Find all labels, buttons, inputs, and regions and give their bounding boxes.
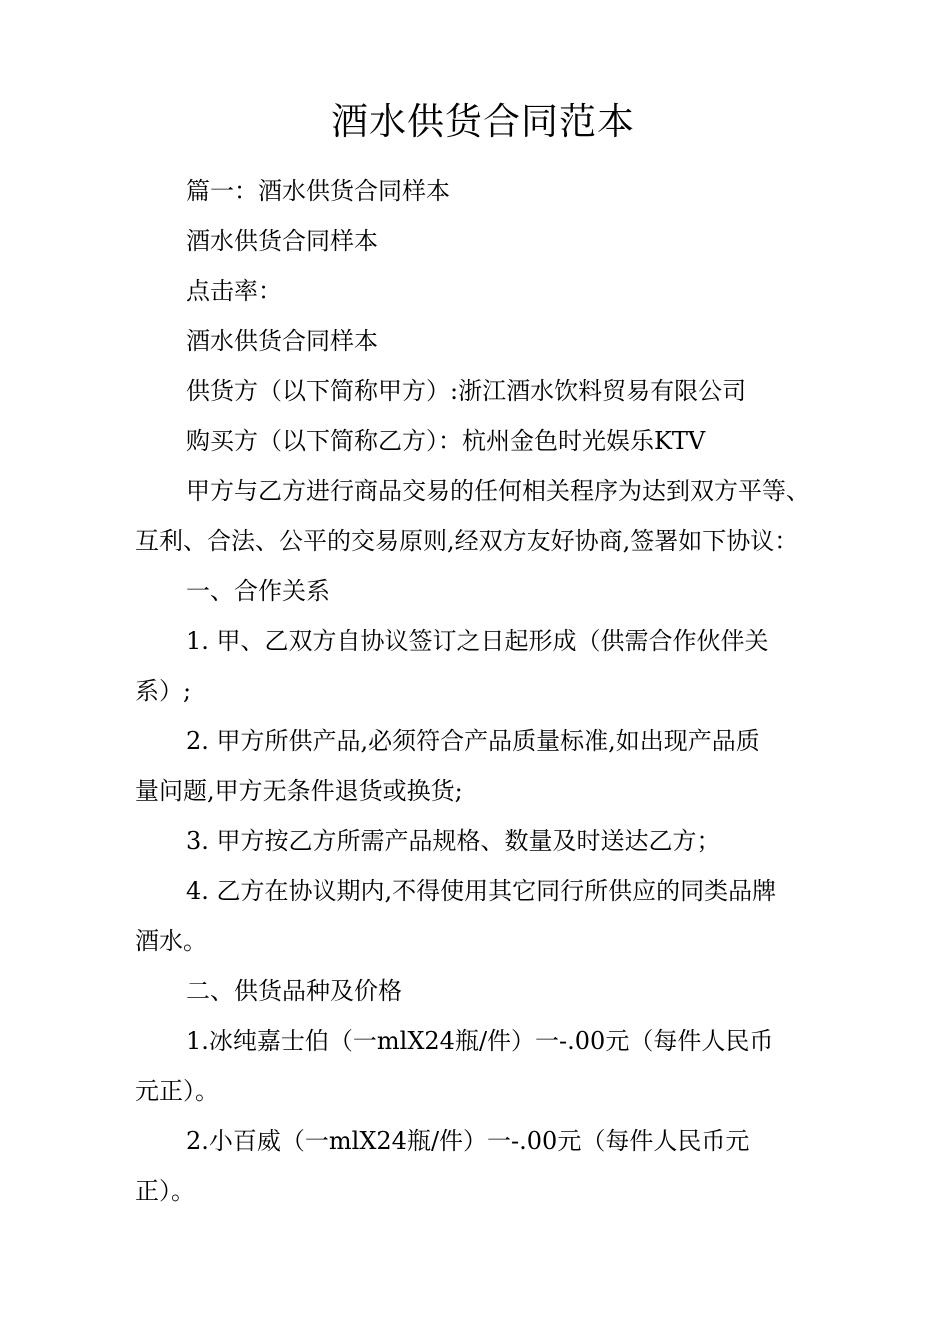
buyer-line: 购买方（以下简称乙方）：杭州金色时光娱乐KTV (186, 427, 706, 455)
section-2-item-1-line-1: 1.冰纯嘉士伯（一mlX24瓶/件）一-.00元（每件人民币 (186, 1027, 774, 1055)
section-1-item-4-line-1: 4. 乙方在协议期内,不得使用其它同行所供应的同类品牌 (186, 877, 777, 905)
section-1-heading: 一、合作关系 (186, 577, 330, 605)
section-2-item-1-line-2: 元正）。 (135, 1077, 219, 1105)
section-2-item-2-line-2: 正）。 (135, 1177, 195, 1205)
section-2-heading: 二、供货品种及价格 (186, 977, 402, 1005)
section-2-item-2 (135, 1116, 850, 1216)
document-title: 酒水供货合同范本 (331, 100, 635, 143)
section-1-item-1-line-1: 1. 甲、乙双方自协议签订之日起形成（供需合作伙伴关 (186, 627, 769, 655)
section-1-item-1 (135, 616, 850, 716)
section-2-item-1 (135, 1016, 850, 1116)
section-2-item-2-line-1: 2.小百威（一mlX24瓶/件）一-.00元（每件人民币元 (186, 1127, 750, 1155)
section-1-item-3: 3. 甲方按乙方所需产品规格、数量及时送达乙方； (186, 827, 721, 855)
contract-name-repeat: 酒水供货合同样本 (186, 327, 378, 355)
section-1-item-4-line-2: 酒水。 (135, 927, 207, 955)
chapter-heading: 篇一：酒水供货合同样本 (186, 177, 450, 205)
intro-line-1: 甲方与乙方进行商品交易的任何相关程序为达到双方平等、 (186, 477, 810, 505)
supplier-line: 供货方（以下简称甲方）:浙江酒水饮料贸易有限公司 (186, 377, 747, 405)
contract-name: 酒水供货合同样本 (186, 227, 378, 255)
document-body (135, 166, 850, 1216)
section-1-item-2-line-1: 2. 甲方所供产品,必须符合产品质量标准,如出现产品质 (186, 727, 760, 755)
section-1-item-4 (135, 866, 850, 966)
click-rate-label: 点击率： (186, 277, 282, 305)
intro-paragraph (135, 466, 850, 566)
section-1-item-1-line-2: 系）; (135, 677, 192, 705)
section-1-item-2-line-2: 量问题,甲方无条件退货或换货; (135, 777, 463, 805)
section-1-item-2 (135, 716, 850, 816)
intro-line-2: 互利、合法、公平的交易原则,经双方友好协商,签署如下协议： (135, 527, 799, 555)
